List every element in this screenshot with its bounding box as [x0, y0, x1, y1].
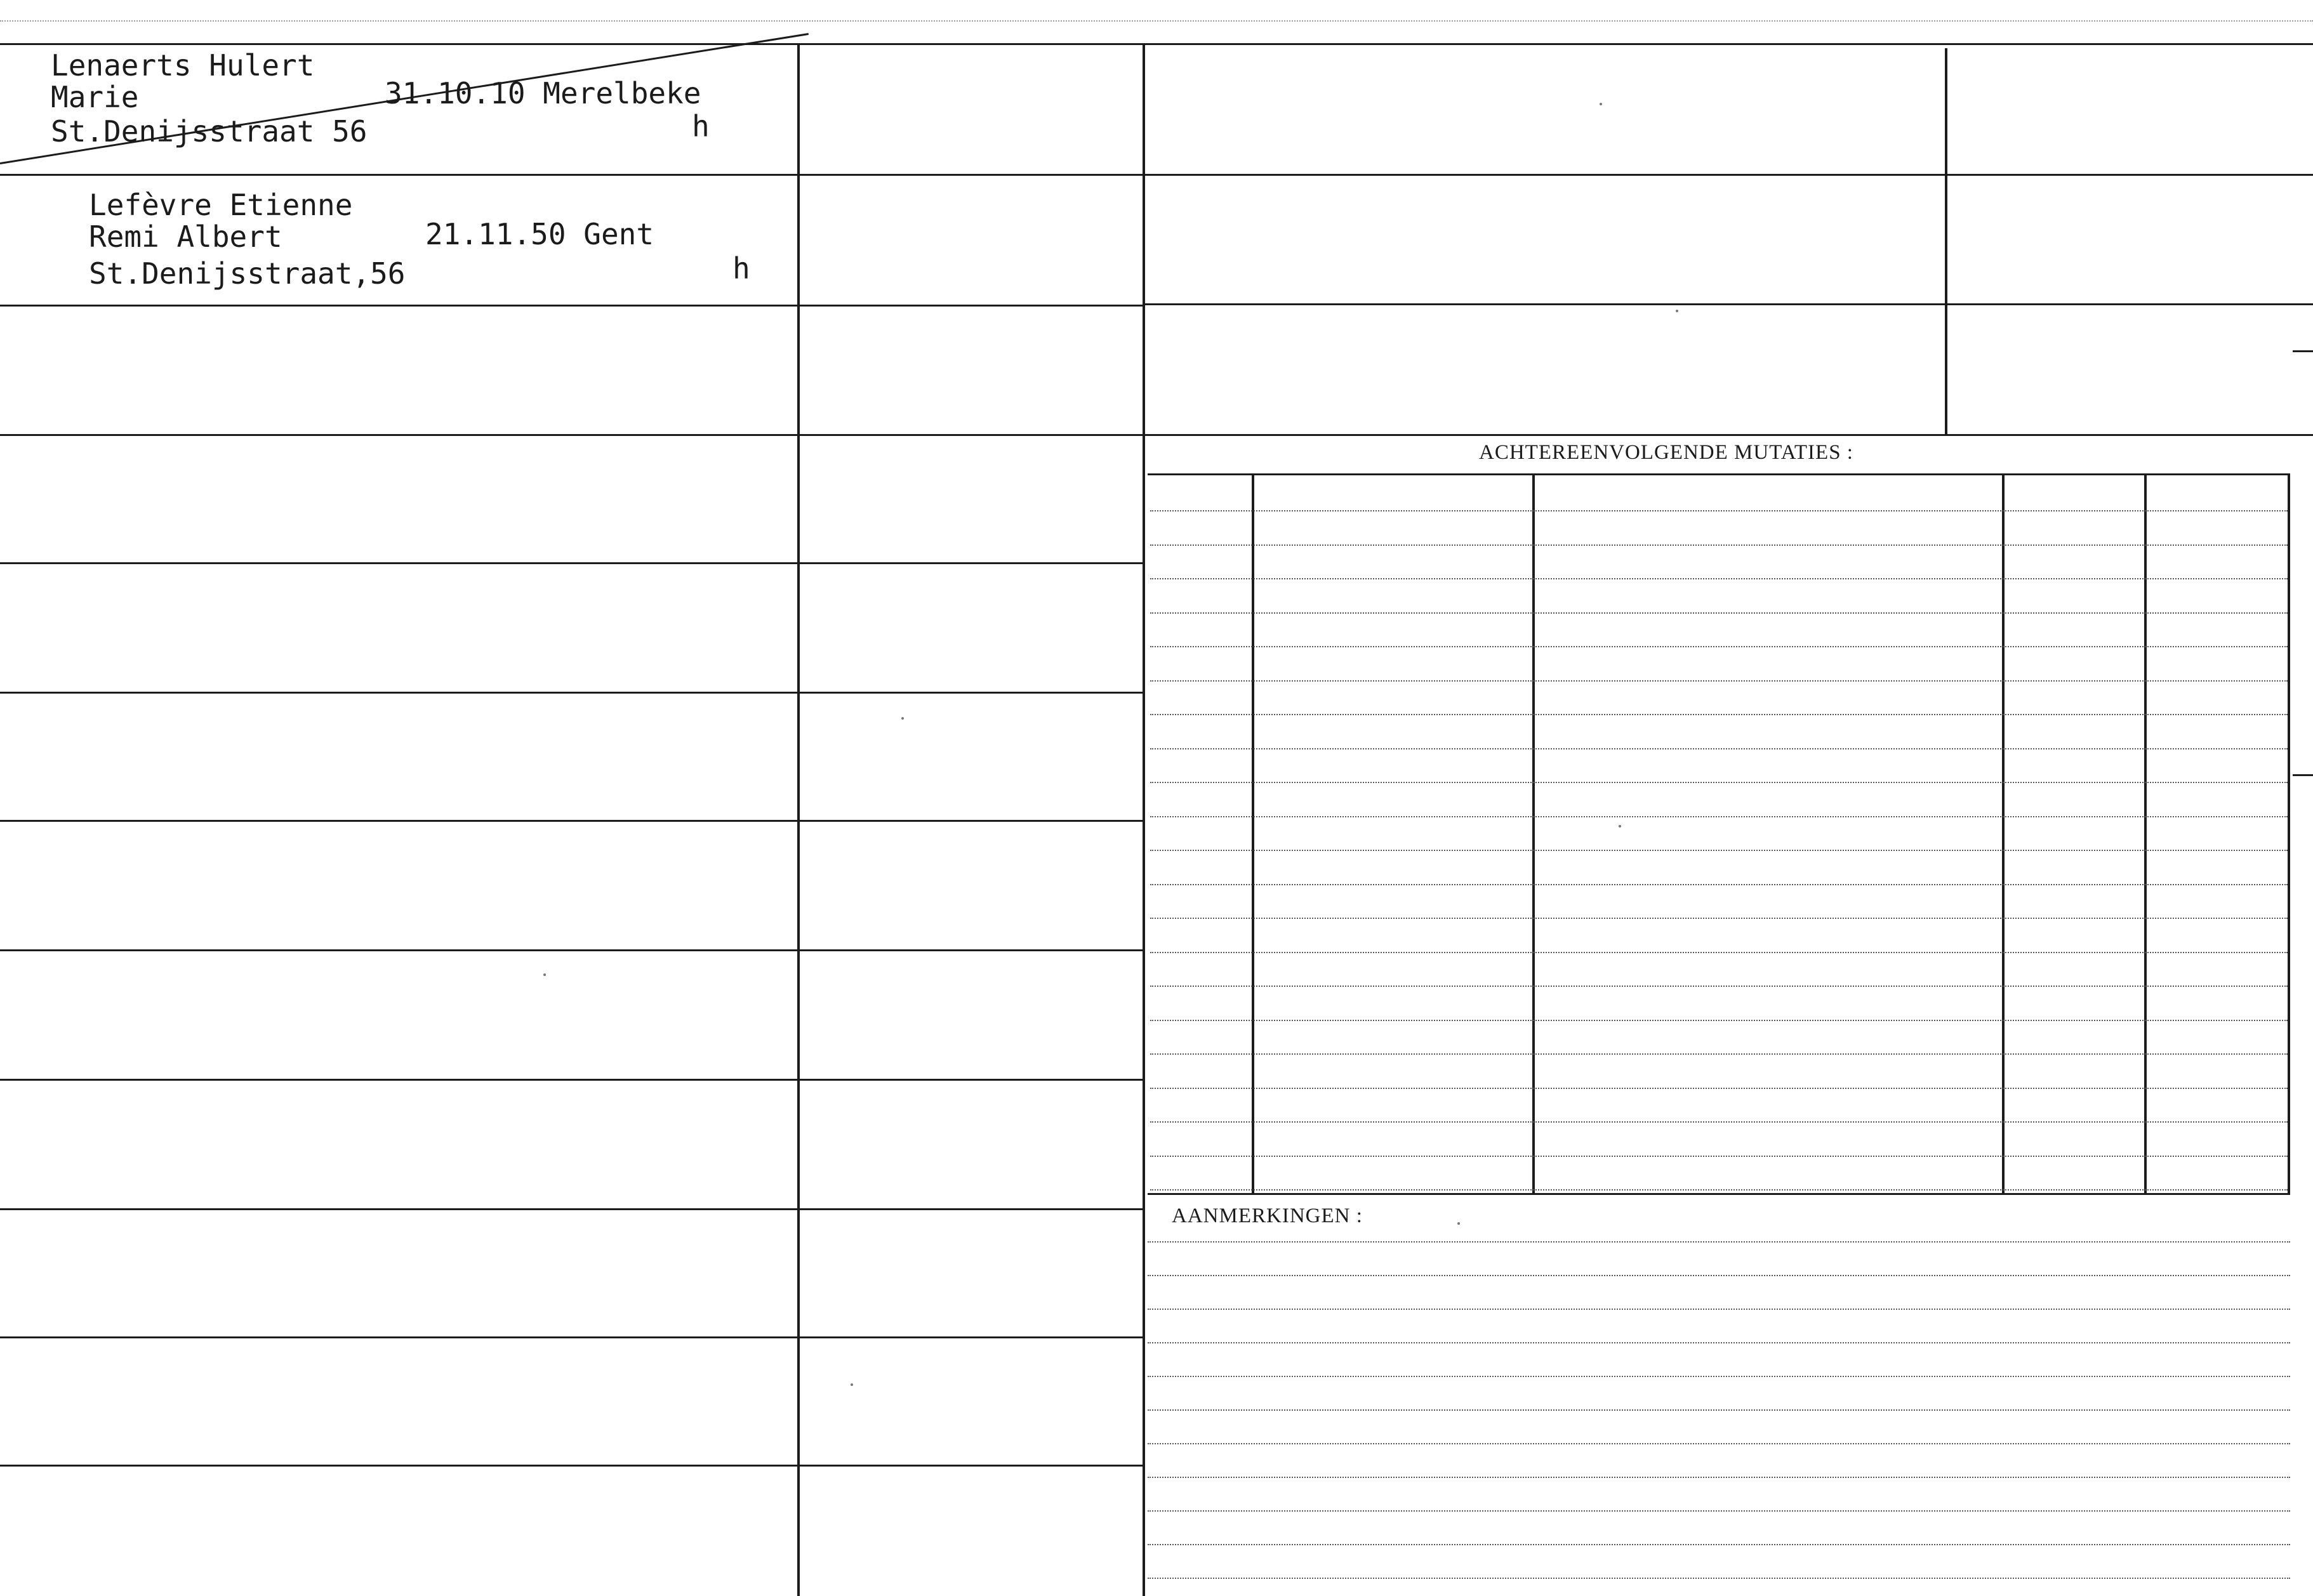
mutation-row-line: [1150, 816, 2288, 817]
mutation-row-line: [1150, 714, 2288, 715]
mutations-table-top: [1148, 473, 2290, 475]
remarks-heading: AANMERKINGEN :: [1172, 1204, 1363, 1227]
entry-surname: Lefèvre Etienne: [89, 188, 353, 222]
remark-row-line: [1148, 1477, 2290, 1478]
remark-row-line: [1148, 1510, 2290, 1512]
remark-row-line: [1148, 1342, 2290, 1343]
scan-speck: [1619, 825, 1621, 828]
remark-row-line: [1148, 1241, 2290, 1243]
entry-birth: 31.10.10 Merelbeke: [385, 76, 701, 110]
mutations-heading: ACHTEREENVOLGENDE MUTATIES :: [1479, 441, 1853, 464]
row-line: [0, 1336, 1143, 1338]
entry-mark: h: [692, 109, 710, 143]
row-line: [0, 174, 1143, 176]
row-line: [0, 1465, 1143, 1467]
mutations-col-divider: [2288, 475, 2290, 1193]
mutations-col-divider: [1532, 475, 1535, 1193]
mutation-row-line: [1150, 612, 2288, 614]
row-line: [0, 1079, 1143, 1081]
mutation-row-line: [1150, 1020, 2288, 1021]
mutation-row-line: [1150, 1088, 2288, 1089]
mutation-row-line: [1150, 510, 2288, 511]
entry-mark: h: [732, 251, 750, 286]
mutation-row-line: [1150, 680, 2288, 682]
mutation-row-line: [1150, 1156, 2288, 1157]
row-line: [0, 562, 1143, 564]
scan-speck: [543, 973, 546, 976]
scan-speck: [851, 1383, 853, 1386]
mutations-col-divider: [2144, 475, 2147, 1193]
remark-row-line: [1148, 1443, 2290, 1444]
right-block-line: [1145, 434, 2313, 436]
mutation-row-line: [1150, 1121, 2288, 1123]
right-block-divider: [1945, 48, 1947, 434]
row-line: [0, 820, 1143, 822]
mutation-row-line: [1150, 646, 2288, 647]
remark-row-line: [1148, 1309, 2290, 1310]
entry-given-names: Marie: [51, 80, 139, 114]
remark-row-line: [1148, 1409, 2290, 1411]
row-line: [0, 949, 1143, 951]
scan-speck: [1457, 1222, 1460, 1225]
mutations-table-bottom: [1148, 1193, 2290, 1195]
mutation-row-line: [1150, 918, 2288, 919]
mutation-row-line: [1150, 850, 2288, 851]
remark-row-line: [1148, 1544, 2290, 1545]
mutation-row-line: [1150, 1189, 2288, 1190]
margin-tick: [2293, 774, 2313, 776]
entry-given-names: Remi Albert: [89, 220, 282, 254]
margin-tick: [2293, 350, 2313, 352]
mutation-row-line: [1150, 986, 2288, 987]
row-line: [0, 305, 1143, 307]
remark-row-line: [1148, 1376, 2290, 1377]
top-faint-line: [0, 20, 2313, 22]
column-divider-2: [1143, 44, 1145, 1596]
top-border-line: [0, 43, 2313, 45]
right-block-line: [1145, 174, 2313, 176]
mutation-row-line: [1150, 578, 2288, 579]
entry-address: St.Denijsstraat 56: [51, 114, 368, 148]
mutation-row-line: [1150, 1053, 2288, 1055]
mutation-row-line: [1150, 884, 2288, 885]
mutation-row-line: [1150, 748, 2288, 749]
row-line: [0, 434, 1143, 436]
scan-speck: [1676, 310, 1678, 312]
row-line: [0, 692, 1143, 694]
mutation-row-line: [1150, 544, 2288, 546]
scan-speck: [1600, 103, 1602, 105]
entry-address: St.Denijsstraat,56: [89, 256, 406, 291]
mutation-row-line: [1150, 782, 2288, 783]
entry-birth: 21.11.50 Gent: [425, 217, 654, 251]
scan-speck: [901, 717, 904, 720]
mutations-col-divider: [1252, 475, 1254, 1193]
mutation-row-line: [1150, 952, 2288, 953]
remark-row-line: [1148, 1275, 2290, 1276]
row-line: [0, 1208, 1143, 1210]
entry-surname: Lenaerts Hulert: [51, 48, 315, 82]
mutations-col-divider: [2002, 475, 2005, 1193]
right-block-line: [1145, 303, 2313, 305]
remark-row-line: [1148, 1578, 2290, 1579]
